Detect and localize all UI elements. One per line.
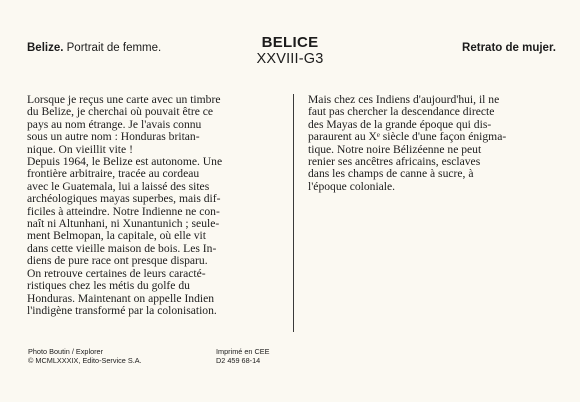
card-code: XXVIII-G3 [256,51,324,67]
footer-photo-credit: Photo Boutin / Explorer [28,347,104,356]
text-line: des Mayas de la grande époque qui dis- [308,117,492,131]
header-caption-spanish: Retrato de mujer. [462,42,556,54]
footer-printed-in: Imprimé en CEE [216,347,270,356]
text-line: du Belize, je cherchai où pouvait être ce [27,105,214,119]
page-title: BELICE [261,34,319,51]
footer-copyright: © MCMLXXXIX, Edito-Service S.A. [28,356,142,365]
text-line: archéologiques mayas superbes, mais dif- [27,192,221,206]
text-line: tique. Notre noire Bélizéenne ne peut [308,142,482,156]
header-caption-text: Portrait de femme. [63,42,162,54]
text-line: pays au nom étrange. Je l'avais connu [27,117,202,131]
text-line: ficiles à atteindre. Notre Indienne ne con- [27,204,220,218]
text-line: ristiques chez les métis du golfe du [27,279,190,293]
text-column-left [27,94,279,317]
footer-print-info [216,347,270,365]
text-line: Lorsque je reçus une carte avec un timbre [27,93,221,106]
header-caption-french [27,42,161,54]
text-line: Mais chez ces Indiens d'aujourd'hui, il ne [308,93,500,106]
text-line: avec le Guatemala, lui a laissé des sites [27,179,210,193]
column-divider [293,94,294,332]
text-line: faut pas chercher la descendance directe [308,105,495,119]
text-line: dans cette vieille maison de bois. Les In- [27,241,217,255]
text-line: paraurent au Xᵉ siècle d'une façon énigma- [308,130,507,144]
header-center [190,35,390,68]
text-line: frontière arbitraire, tracée au cordeau [27,167,200,181]
text-line: naît ni Altunhani, ni Xunantunich ; seule- [27,217,220,231]
text-line: On retrouve certaines de leurs caracté- [27,266,206,280]
text-line: diens de pure race ont presque disparu. [27,254,208,268]
text-line: ment Belmopan, la capitale, où elle vit [27,229,207,243]
text-line: dans les champs de canne à sucre, à [308,167,474,181]
text-line: renier ses ancêtres africains, esclaves [308,155,481,169]
text-line: Depuis 1964, le Belize est autonome. Une [27,155,223,169]
text-column-right [308,94,556,193]
header-country: Belize. [27,42,64,54]
footer-reference: D2 459 68-14 [216,356,261,365]
text-line: Honduras. Maintenant on appelle Indien [27,291,215,305]
text-line: l'époque coloniale. [308,179,396,193]
footer-credits [28,347,142,365]
text-line: nique. On vieillit vite ! [27,142,133,156]
text-line: l'indigène transformé par la colonisation. [27,303,217,317]
text-line: sous un autre nom : Honduras britan- [27,130,200,144]
